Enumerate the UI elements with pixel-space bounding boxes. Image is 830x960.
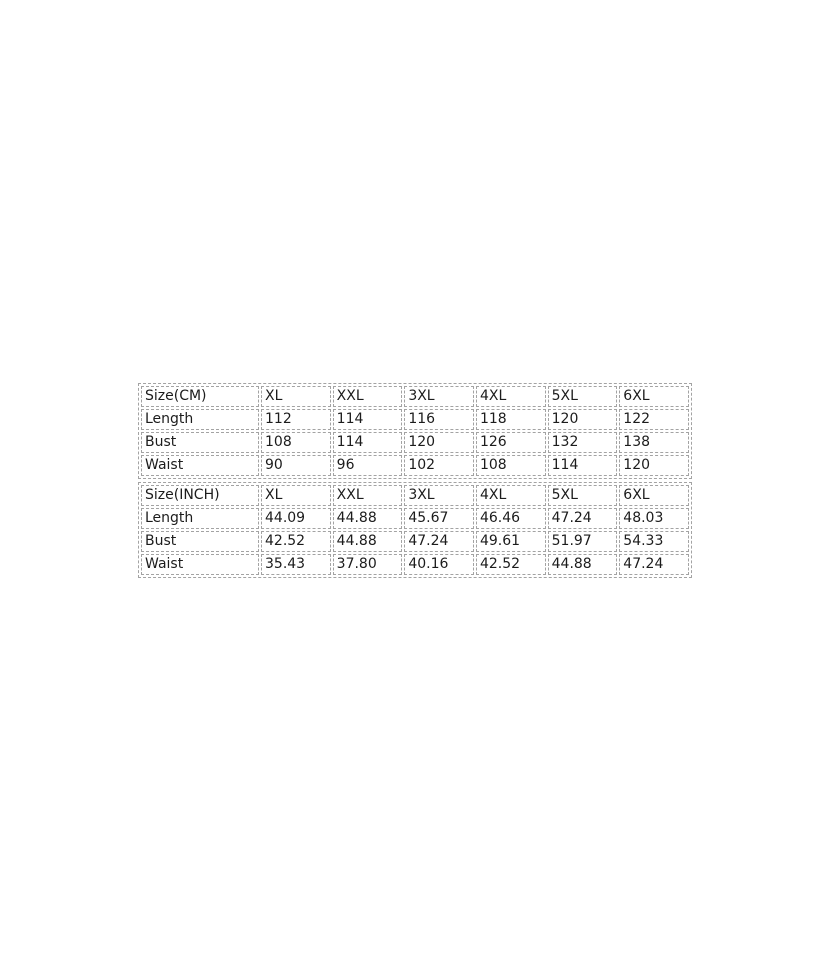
size-header-cell: XXL <box>333 386 403 407</box>
row-label-cell: Length <box>141 508 259 529</box>
size-header-cell: 3XL <box>404 386 474 407</box>
value-cell: 44.88 <box>333 508 403 529</box>
value-cell: 35.43 <box>261 554 331 575</box>
value-cell: 126 <box>476 432 546 453</box>
value-cell: 46.46 <box>476 508 546 529</box>
value-cell: 37.80 <box>333 554 403 575</box>
value-cell: 132 <box>548 432 618 453</box>
value-cell: 44.88 <box>333 531 403 552</box>
row-label-cell: Bust <box>141 432 259 453</box>
value-cell: 120 <box>619 455 689 476</box>
row-label-cell: Waist <box>141 554 259 575</box>
value-cell: 40.16 <box>404 554 474 575</box>
value-cell: 96 <box>333 455 403 476</box>
header-row <box>141 485 689 506</box>
table-row <box>141 455 689 476</box>
size-unit-header-cell: Size(CM) <box>141 386 259 407</box>
row-label-cell: Waist <box>141 455 259 476</box>
value-cell: 54.33 <box>619 531 689 552</box>
value-cell: 120 <box>404 432 474 453</box>
value-cell: 42.52 <box>261 531 331 552</box>
value-cell: 51.97 <box>548 531 618 552</box>
value-cell: 47.24 <box>404 531 474 552</box>
value-cell: 49.61 <box>476 531 546 552</box>
value-cell: 114 <box>548 455 618 476</box>
value-cell: 114 <box>333 432 403 453</box>
size-header-cell: 3XL <box>404 485 474 506</box>
size-table-inch <box>138 482 692 578</box>
value-cell: 108 <box>476 455 546 476</box>
value-cell: 47.24 <box>548 508 618 529</box>
value-cell: 102 <box>404 455 474 476</box>
size-header-cell: 5XL <box>548 485 618 506</box>
value-cell: 138 <box>619 432 689 453</box>
row-label-cell: Length <box>141 409 259 430</box>
size-unit-header-cell: Size(INCH) <box>141 485 259 506</box>
size-header-cell: 6XL <box>619 386 689 407</box>
size-header-cell: 4XL <box>476 386 546 407</box>
table-row <box>141 432 689 453</box>
value-cell: 118 <box>476 409 546 430</box>
value-cell: 47.24 <box>619 554 689 575</box>
size-header-cell: 6XL <box>619 485 689 506</box>
value-cell: 108 <box>261 432 331 453</box>
table-row <box>141 554 689 575</box>
size-header-cell: 4XL <box>476 485 546 506</box>
value-cell: 45.67 <box>404 508 474 529</box>
header-row <box>141 386 689 407</box>
size-header-cell: XXL <box>333 485 403 506</box>
size-header-cell: 5XL <box>548 386 618 407</box>
value-cell: 44.09 <box>261 508 331 529</box>
size-chart <box>138 383 692 578</box>
value-cell: 48.03 <box>619 508 689 529</box>
value-cell: 114 <box>333 409 403 430</box>
table-row <box>141 508 689 529</box>
size-table-cm <box>138 383 692 479</box>
value-cell: 120 <box>548 409 618 430</box>
row-label-cell: Bust <box>141 531 259 552</box>
size-header-cell: XL <box>261 386 331 407</box>
value-cell: 42.52 <box>476 554 546 575</box>
value-cell: 90 <box>261 455 331 476</box>
table-row <box>141 531 689 552</box>
value-cell: 116 <box>404 409 474 430</box>
size-header-cell: XL <box>261 485 331 506</box>
value-cell: 112 <box>261 409 331 430</box>
value-cell: 44.88 <box>548 554 618 575</box>
table-row <box>141 409 689 430</box>
value-cell: 122 <box>619 409 689 430</box>
